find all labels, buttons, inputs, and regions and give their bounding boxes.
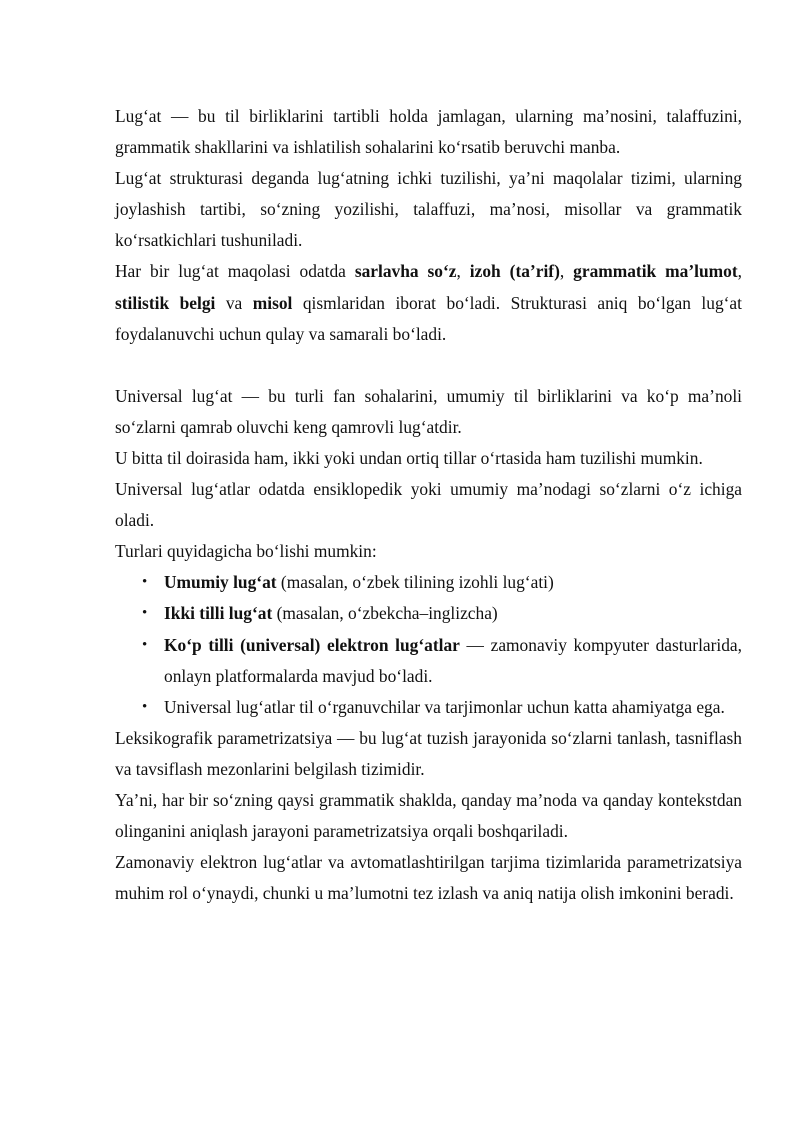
list-item — [115, 630, 742, 692]
paragraph-lugat-definition: Lug‘at — bu til birliklarini tartibli holda jamlagan, ularning ma’nosini, talaffuzini, grammatik shakllarini va ishlatilish sohalarini ko‘rsatib beruvchi manba. — [115, 106, 742, 158]
types-list — [115, 567, 742, 722]
text-run: Har bir lug‘at maqolasi odatda — [115, 261, 355, 282]
bullet-icon: • — [142, 636, 148, 653]
text-run: qismlaridan iborat bo‘ladi. Strukturasi aniq bo‘lgan lug‘at foydalanuvchi uchun qulay va samarali bo‘ladi. — [115, 292, 742, 344]
text-run: , — [559, 261, 574, 282]
text-run: , — [737, 261, 742, 282]
bullet-icon: • — [142, 698, 148, 715]
paragraph-parametrization-definition: Leksikografik parametrizatsiya — bu lug‘at tuzish jarayonida so‘zlarni tanlash, tasniflash va tavsiflash mezonlarini belgilash tizimidir. — [115, 727, 742, 779]
paragraph-parametrization-process: Ya’ni, har bir so‘zning qaysi grammatik shaklda, qanday ma’noda va qanday kontekstdan olinganini aniqlash jarayoni parametrizatsiya orqali boshqariladi. — [115, 789, 742, 842]
bullet-icon: • — [142, 605, 148, 622]
text-run: va — [215, 292, 253, 313]
paragraph-parametrization-role: Zamonaviy elektron lug‘atlar va avtomatlashtirilgan tarjima tizimlarida parametrizatsiya muhim rol o‘ynaydi, chunki u ma’lumotni tez izlash va aniq natija olish imkonini beradi. — [115, 852, 742, 904]
bold-term: misol — [252, 292, 293, 313]
bullet-icon: • — [142, 574, 148, 591]
paragraph-universal-definition: Universal lug‘at — bu turli fan sohalarini, umumiy til birliklarini va ko‘p ma’noli so‘zlarni qamrab oluvchi keng qamrovli lug‘atdir. — [115, 385, 742, 437]
list-item — [115, 598, 742, 629]
bold-term: sarlavha so‘z — [354, 261, 457, 282]
list-item-text: (masalan, o‘zbek tilining izohli lug‘ati) — [276, 572, 554, 593]
paragraph-article-parts — [115, 256, 742, 349]
bold-term: grammatik ma’lumot — [573, 261, 738, 282]
list-item-text: — zamonaviy kompyuter dasturlarida, onlayn platformalarda mavjud bo‘ladi. — [164, 634, 742, 686]
text-run: , — [456, 261, 470, 282]
paragraph-spacer — [115, 350, 742, 381]
paragraph-types-intro: Turlari quyidagicha bo‘lishi mumkin: — [115, 541, 377, 562]
list-item-title: Umumiy lug‘at — [164, 572, 277, 593]
paragraph-lugat-structure: Lug‘at strukturasi deganda lug‘atning ichki tuzilishi, ya’ni maqolalar tizimi, ularning joylashish tartibi, so‘zning yozilishi, talaffuzi, ma’nosi, misollar va grammatik ko‘rsatkichlari tushuniladi. — [115, 168, 742, 251]
bold-term: izoh (ta’rif) — [469, 261, 560, 282]
document-page — [115, 101, 742, 909]
paragraph-universal-scope: U bitta til doirasida ham, ikki yoki undan ortiq tillar o‘rtasida ham tuzilishi mumkin. — [115, 447, 703, 468]
bold-term: stilistik belgi — [115, 292, 216, 313]
list-item-text: (masalan, o‘zbekcha–inglizcha) — [272, 603, 498, 624]
paragraph-universal-content: Universal lug‘atlar odatda ensiklopedik yoki umumiy ma’nodagi so‘zlarni o‘z ichiga oladi. — [115, 479, 742, 531]
list-item-title: Ikki tilli lug‘at — [164, 603, 273, 624]
list-item-title: Ko‘p tilli (universal) elektron lug‘atlar — [164, 634, 460, 655]
list-item — [115, 567, 742, 598]
list-item-text: Universal lug‘atlar til o‘rganuvchilar va tarjimonlar uchun katta ahamiyatga ega. — [164, 696, 725, 717]
list-item — [115, 692, 742, 723]
